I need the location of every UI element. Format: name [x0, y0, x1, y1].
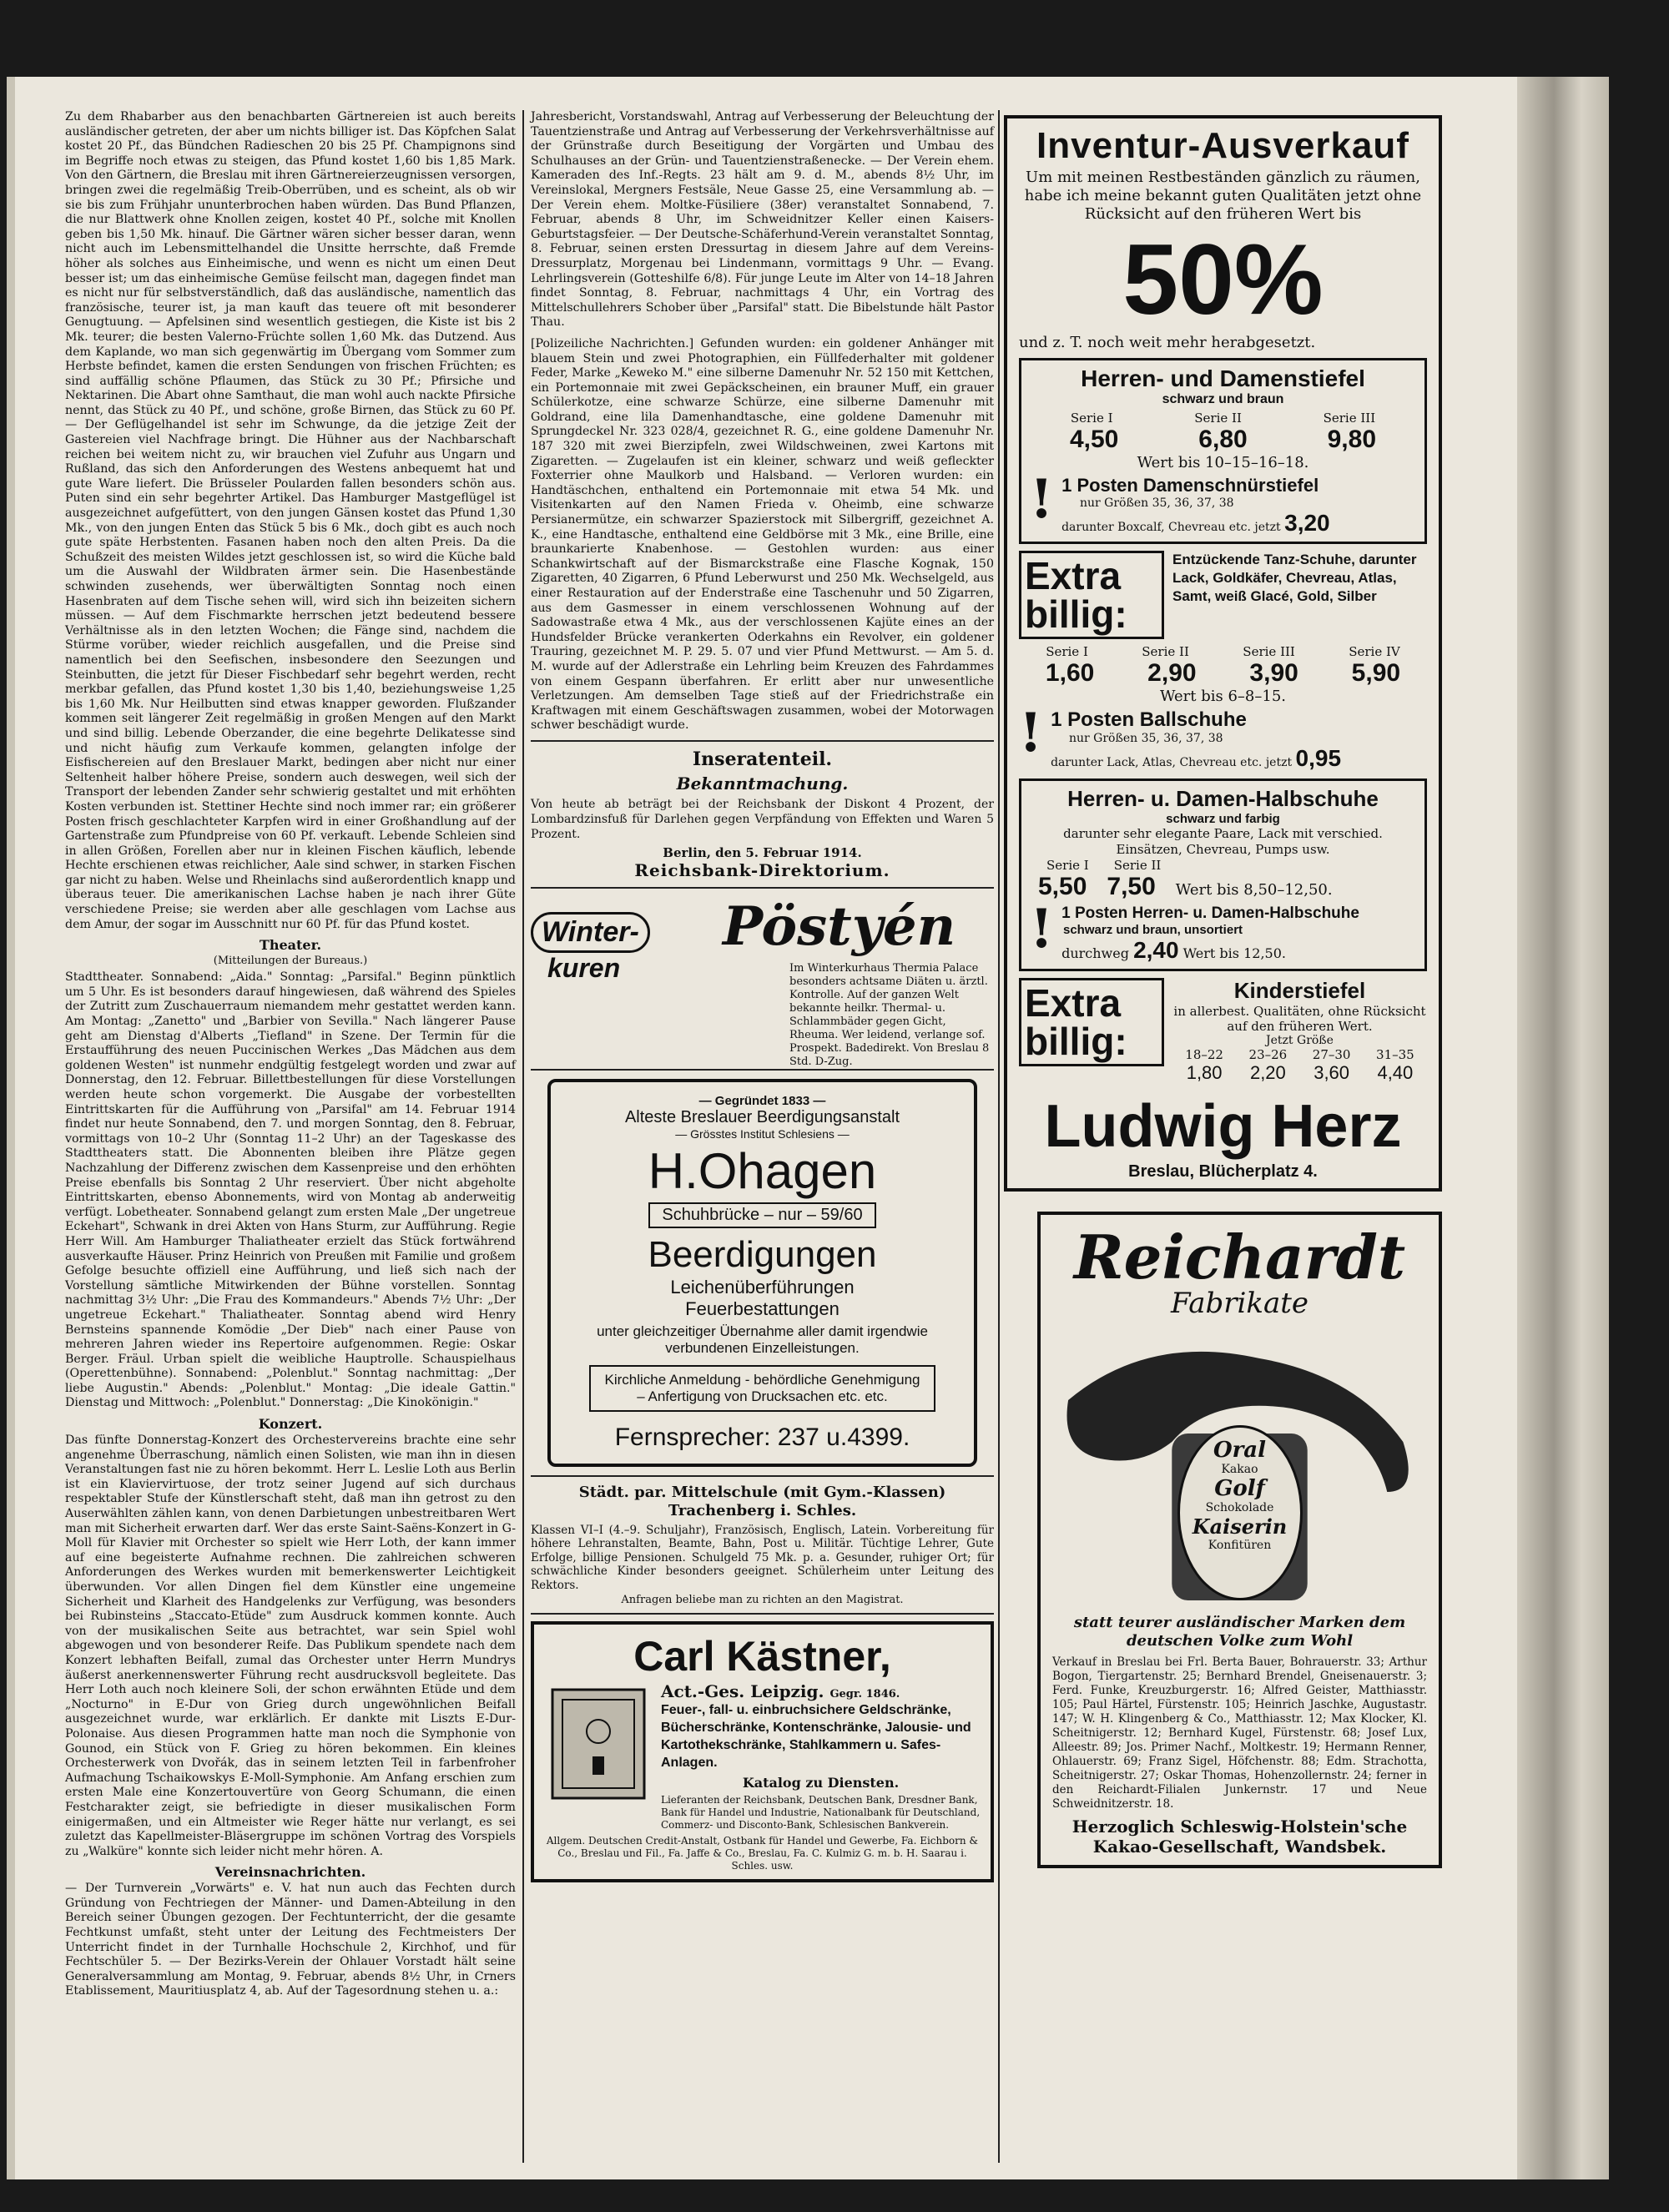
- pistyan-kuren: kuren: [547, 952, 621, 983]
- halfshoes-posten: [1030, 904, 1416, 964]
- dance-series-row: [1019, 644, 1427, 659]
- dance-shoes-text: Entzückende Tanz-Schuhe, darunter Lack, Goldkäfer, Chevreau, Atlas, Samt, weiß Glacé, Gold, Silber: [1172, 552, 1417, 604]
- club-news-heading: Vereinsnachrichten.: [214, 1864, 366, 1881]
- ball-title: 1 Posten Ballschuhe: [1051, 708, 1247, 731]
- kids-size-3: 27–30: [1312, 1047, 1351, 1062]
- pistyan-winter: Winter-: [531, 912, 650, 953]
- ohagen-line-1: Alteste Breslauer Beerdigungsanstalt: [624, 1107, 900, 1126]
- halfshoes-series-2: Serie II: [1113, 858, 1162, 873]
- kids-size-4: 31–35: [1376, 1047, 1414, 1062]
- reichardt-oval: [1177, 1425, 1303, 1600]
- reichardt-sellers: Verkauf in Breslau bei Frl. Berta Bauer, Bohrauerstr. 33; Arthur Bogon, Tiergartenstr. 25; Bernhard Brendel, Gneisenauerstr. 3; Ferd. Funke, Kreuzburgerstr. 16; Alfred Geister, Matthiasstr. 105; Paul Härtel, Fürstenstr. 105; Heinrich Jaschke, Augustastr. 147; W. H. Klingenberg & Co., Matthiasstr. 12; Max Klocker, Kl. Scheitnigerstr. 12; Bernhard Kugel, Fürstenstr. 68; Josef Lux, Alleestr. 89; Jos. Primer Nachf., Moltkestr. 19; Hermann Renner, Ohlauerstr. 69; Franz Sigel, Höfchenstr. 88; Edm. Strachotta, Scheitnigerstr. 27; Oskar Thomas, Hohenzollernstr. 24; ferner in den Reichardt-Filialen Junkernstr. 17 und Neue Schweidnitzerstr. 18.: [1052, 1655, 1427, 1811]
- kids-right: [1164, 978, 1427, 1084]
- dance-price-3: 3,90: [1249, 659, 1298, 687]
- section-rule: [531, 1475, 994, 1477]
- school-note: Anfragen beliebe man zu richten an den Magistrat.: [621, 1594, 904, 1607]
- dance-worth: Wert bis 6–8–15.: [1159, 688, 1286, 705]
- dance-price-4: 5,90: [1351, 659, 1401, 687]
- section-rule: [531, 887, 994, 889]
- kastner-name: Carl Kästner,: [633, 1633, 891, 1680]
- boots-title: Herren- und Damenstiefel: [1081, 365, 1365, 391]
- halfshoes-price-2: 7,50: [1107, 873, 1156, 900]
- ohagen-address: Schuhbrücke – nur – 59/60: [648, 1202, 875, 1228]
- kastner-body: [544, 1681, 981, 1832]
- boots-posten-sub: nur Größen 35, 36, 37, 38: [1080, 496, 1234, 510]
- club-news-text: — Der Turnverein „Vorwärts" e. V. hat nun auch das Fechten durch Gründung von Fechtriegen der Männer- und Damen-Abteilung in den Bereich seiner Übungen gezogen. Der Fechtunterricht, der die gesamte Fechtkunst umfaßt, steht unter der Leitung des Fechtmeisters Der Unterricht findet in der Turnhalle Hochschule 2, Kirchhof, und für Fechtschüler 5. — Der Bezirks-Verein der Ohlauer Vorstadt hält seine Generalversammlung am Montag, 9. Februar, abends 8½ Uhr, in Crners Etablissement, Mauritiusplatz 4, ab. Auf der Tagesordnung stehen u. a.:: [65, 1882, 516, 1998]
- halfshoes-box: [1019, 778, 1427, 971]
- kids-price-3: 3,60: [1314, 1062, 1350, 1083]
- boots-price-2: 6,80: [1198, 426, 1248, 453]
- exclamation-icon: !: [1030, 904, 1054, 960]
- halfshoes-worth: Wert bis 8,50–12,50.: [1175, 881, 1333, 899]
- ohagen-phone: Fernsprecher: 237 u.4399.: [614, 1423, 910, 1451]
- ohagen-line-4: Feuerbestattungen: [685, 1297, 840, 1319]
- herz-ad: [1004, 115, 1442, 1192]
- market-report: Zu dem Rhabarber aus den benachbarten Gärtnereien ist auch bereits ausländischer getreten, der aber um nichts billiger ist. Das Köpfchen Salat kostet 20 Pf., das Bündchen Radieschen 20 bis 25 Pf. Champignons sind im Begriffe noch etwas zu steigen, das Pfund kostet 1,60 bis 1,85 Mark. Von den Gärtnern, die Breslau mit ihren Gärtnereierzeugnissen versorgen, bringen zwei die regelmäßig Treib-Oberrüben, und es scheint, als ob wir sie bis zum Frühjahr ununterbrochen haben würden. Das Bund Pflanzen, die nur Blattwerk ohne Knollen zeigen, kostet 40 Pf., solche mit Knollen geben bis 1,50 Mk. hinauf. Die Gärtner wären sicher besser daran, wenn nicht auch im Lebensmittelhandel die Unsitte herrschte, daß Fremde höher als solches aus Einheimische, und wenn es nicht um einen Deut besser ist; um das einheimische Gemüse feilscht man, dagegen findet man es nicht nur für selbstverständlich, daß das ausländische, namentlich das französische, teurer ist, ja man kauft das teuere oft mit besonderer Genugtuung. — Apfelsinen sind wesentlich gestiegen, die Kiste ist bis 2 Mk. teurer; die besten Valerno-Früchte sollen 1,60 Mk. das Dutzend. Aus dem Kaplande, wo man sich gegenwärtig im Übergang vom Sommer zum Herbste befindet, kamen die ersten Sendungen von frischen Früchten; es sind auffällig schöne Pflaumen, das Stück zu 30 Pf.; Pfirsiche und Nektarinen. Die Abart ohne Samthaut, die man wohl auch nackte Pfirsiche nennt, das Stück zu 40 Pf., und schöne, große Birnen, das Stück zu 60 Pf. — Der Geflügelhandel ist sehr im Schwunge, da die jetzige Zeit der Gastereien viel Nachfrage bringt. Die Hühner aus der Nachbarschaft reichen bei weitem nicht zu, wir brauchen viel Zufuhr aus Ungarn und Rußland, das sich den Anforderungen des Westens anbequemt hat und gute Ware liefert. Die Brüsseler Poularden fallen besonders schön aus. Puten sind ein sehr begehrter Artikel. Das Hamburger Mastgeflügel ist ausgezeichnet aufgefüttert, von den jungen Gänsen kostet das Pfund 1,30 Mk., von den jungen Enten das Stück 5 bis 6 Mk., doch gibt es auch noch gute späte Herbstenten. Fasanen haben noch den alten Preis. Da die Schußzeit des meisten Wildes jetzt geschlossen ist, so wird die Küche bald um die Auswahl der Wildbraten ärmer sein. Die Hasenbestände schwinden zusehends, wer überwältigten Sonntag noch einen Hasenbraten auf dem Tische sehen will, wird sich ihn beizeiten sichern müssen. — Auf dem Fischmarkte herrschen jetzt bedeutend bessere Verhältnisse als in den letzten Wochen; die Fänge sind, nachdem die Stürme vorüber, wieder reichlich ausgefallen, und die Preise sind namentlich bei den Seefischen, insbesondere den Seezungen und Steinbutten, die jetzt für Dieser Fischbedarf sehr begehrt werden, recht merkbar gefallen, das Pfund kostet 1,30 bis 1,40, beziehungsweise 1,25 bis 1,60 Mk. Nur Heilbutten sind etwas knapper geworden. Flußzander kommen seit längerer Zeit regelmäßig in großen Mengen auf den Markt und sind billig. Lebende Oberzander, die eine begehrte Delikatesse sind und nicht häufig zum Verkaufe kommen, gelangten infolge der Eisfischereien auf den Breslauer Markt, bedingen aber nicht nur einer Seltenheit halber höhere Preise, sondern auch deswegen, weil sich der Transport der lebenden Zander sehr schwierig gestaltet und mit erhöhten Kosten verbunden ist. Stettiner Hechte sind noch immer rar; ein größerer Posten frisch geschlachteter Karpfen wird in einer Großhandlung auf der Gartenstraße zum Pfundpreise von 60 Pf. verkauft. Lebende Schleien sind in allen Größen, Forellen aber nur in kleinen Fischen käuflich, lebende Hechte erschienen etwas reichlicher, Aale sind schwer, in starken Fischen gar nicht zu haben. Welse und Rheinlachs sind außerordentlich knapp und überaus teuer. Die amerikanischen Lachse haben je nach ihrer Güte verschiedene Preise; sie werden aber alle geschlagen vom Lachse aus dem Amur, der sogar im Ausschnitt nur 60 Pf. für das Pfund kostet.: [65, 110, 516, 931]
- kids-title: Kinderstiefel: [1233, 978, 1366, 1003]
- boots-posten-sub2: darunter Boxcalf, Chevreau etc. jetzt: [1061, 521, 1281, 534]
- halfshoes-posten-title: 1 Posten Herren- u. Damen-Halbschuhe: [1061, 904, 1359, 922]
- ohagen-name: H.Ohagen: [648, 1142, 877, 1199]
- column-rule-1: [522, 110, 524, 2163]
- reichardt-slogan: statt teurer ausländischer Marken dem deutschen Volke zum Wohl: [1073, 1614, 1406, 1650]
- ohagen-line-5: unter gleichzeitiger Übernahme aller damit irgendwie verbundenen Einzelleistungen.: [597, 1323, 928, 1356]
- police-news: [Polizeiliche Nachrichten.] Gefunden wurden: ein goldener Anhänger mit blauem Stein und zwei Photographien, ein Füllfederhalter mit goldener Feder, Marke „Keweko M." eine silberne Damenuhr Nr. 52 150 mit Kettchen, ein Portemonnaie mit zwei Gepäckscheinen, ein brauner Muff, ein grauer Schülerkotze, eine schwarze Schürze, eine silberne Damenuhr mit Goldrand, eine lila Damenhandtasche, eine goldene Damenuhr mit Sprungdeckel Nr. 323 028/4, gezeichnet R. G., eine goldene Damenuhr Nr. 187 320 mit zwei Bierzipfeln, zwei Wildschweinen, zwei Kartons mit Zigaretten. — Zugelaufen ist ein kleiner, schwarz und weiß gefleckter Foxterrier ohne Maulkorb und Halsband. — Verloren wurden: ein Handtäschchen, enthaltend ein Portemonnaie mit etwa 54 Mk. und Visitenkarten auf den Namen Frieda v. Oheimb, eine schwarze Persianermütze, ein schwarzer Spazierstock mit Silbergriff, gezeichnet A. K., eine Handtasche, enthaltend eine Geldbörse mit 3 Mk., eine Brille, eine braunkarierte Knabenhose. — Gestohlen wurden: aus einer Schankwirtschaft auf der Bismarckstraße eine Flasche Kognak, 150 Zigaretten, 40 Zigarren, 6 Pfund Leberwurst und 250 Mk. Wechselgeld, aus einer Restauration auf der Enderstraße eine Taschenuhr und 50 Zigarren, aus dem Gasmesser in einem verschlossenen Wohnung auf der Sadowastraße etwa 4 Mk., aus der verschlossenen Kajüte eines an der Hundsfelder Brücke verankerten Oderkahns ein Revolver, ein goldener Trauring, gezeichnet M. P. 29. 5. 07 und vier Pfund Mettwurst. — Am 5. d. M. wurde auf der Adlerstraße ein Lehrling beim Kreuzen des Fahrdammes von einem Gespann überfahren. Er erlitt aber nur unwesentliche Verletzungen. Am demselben Tage stieß auf der Friedrichstraße ein Kraftwagen mit einem Geschäftswagen zusammen, wobei der Motorwagen schwer beschädigt wurde.: [531, 336, 994, 733]
- kids-size-2: 23–26: [1248, 1047, 1288, 1062]
- dance-series-1: Serie I: [1046, 644, 1088, 659]
- extra-label-1: Extra billig:: [1019, 551, 1164, 639]
- oval-line-2: Kakao: [1221, 1463, 1258, 1476]
- kids-boots: [1019, 978, 1427, 1084]
- pistyan-name: Pöstyén: [723, 894, 956, 958]
- book-binding: [1517, 77, 1609, 2179]
- boots-series-row: [1030, 411, 1416, 426]
- kastner-year: Gegr. 1846.: [829, 1688, 900, 1701]
- dance-shoes: [1019, 551, 1427, 639]
- theater-subheading: (Mitteilungen der Bureaus.): [213, 955, 368, 968]
- reichardt-illustration: [1052, 1325, 1427, 1609]
- kastner-catalog: Katalog zu Diensten.: [742, 1775, 900, 1791]
- ohagen-line-3: Leichenüberführungen: [670, 1276, 855, 1297]
- inventory-text: Um mit meinen Restbeständen gänzlich zu räumen, habe ich meine bekannt guten Qualitäten jetzt ohne Rücksicht auf den früheren Wert bis: [1024, 169, 1422, 223]
- halfshoes-price-1: 5,50: [1038, 873, 1087, 900]
- pistyan-ad: [531, 894, 994, 1068]
- boots-prices-row: [1030, 426, 1416, 454]
- newspaper-page: [7, 77, 1609, 2179]
- boots-posten-price: 3,20: [1284, 510, 1330, 536]
- halfshoes-series-row: [1046, 858, 1416, 873]
- announcement-heading: Bekanntmachung.: [676, 773, 849, 794]
- dance-price-2: 2,90: [1147, 659, 1197, 687]
- ball-posten: [1019, 708, 1427, 772]
- kastner-sub: Act.-Ges. Leipzig.: [661, 1681, 824, 1702]
- boots-series-1: Serie I: [1070, 411, 1113, 426]
- halfshoes-prices-row: [1038, 873, 1416, 901]
- herz-address: Breslau, Blücherplatz 4.: [1128, 1162, 1318, 1181]
- pistyan-label-block: [531, 895, 723, 984]
- dance-prices-row: [1019, 659, 1427, 688]
- boots-box: [1019, 358, 1427, 544]
- reichardt-ad: [1037, 1212, 1442, 1868]
- kids-price-1: 1,80: [1186, 1062, 1223, 1083]
- exclamation-icon: !: [1019, 708, 1043, 764]
- reichardt-brand: Reichardt: [1073, 1222, 1406, 1292]
- kids-size-1: 18–22: [1185, 1047, 1223, 1062]
- kids-now: Jetzt Größe: [1266, 1034, 1334, 1047]
- ohagen-line-2: — Grösstes Institut Schlesiens —: [675, 1126, 850, 1141]
- ball-sub: nur Größen 35, 36, 37, 38: [1069, 732, 1223, 745]
- kids-prices-row: [1172, 1062, 1427, 1084]
- page-edge: [7, 77, 15, 2179]
- boots-posten: [1030, 475, 1416, 537]
- halfshoes-posten-sub: schwarz und braun, unsortiert: [1063, 923, 1243, 937]
- theater-heading: Theater.: [259, 937, 322, 954]
- oval-line-3: Golf: [1214, 1476, 1265, 1501]
- boots-price-3: 9,80: [1327, 426, 1377, 453]
- halfshoes-title: Herren- u. Damen-Halbschuhe: [1067, 786, 1379, 811]
- boots-worth: Wert bis 10–15–16–18.: [1137, 454, 1309, 471]
- ball-sub2: darunter Lack, Atlas, Chevreau etc. jetzt: [1051, 756, 1293, 769]
- school-text: Klassen VI–I (4.–9. Schuljahr), Französisch, Englisch, Latein. Vorbereitung für höhere Lehranstalten, Beamte, Bahn, Post u. Militär. Tüchtige Lehrer, Gute Erfolge, billige Pensionen. Schulgeld 75 Mk. p. a. Gesunder, ruhiger Ort; für schwächliche Kinder besonders geeignet. Schülerheim unter Leitung des Rektors.: [531, 1523, 994, 1592]
- ohagen-box: Kirchliche Anmeldung - behördliche Genehmigung – Anfertigung von Drucksachen etc. etc.: [589, 1365, 935, 1412]
- herz-name: Ludwig Herz: [1044, 1093, 1402, 1160]
- boots-sub: schwarz und braun: [1162, 392, 1284, 406]
- ohagen-ad: [547, 1079, 977, 1467]
- oval-line-5: Kaiserin: [1192, 1514, 1288, 1539]
- concert-text: Das fünfte Donnerstag-Konzert des Orchestervereins brachte eine sehr angenehme Überraschung, nämlich einen Solisten, wie man ihn in diesen Veranstaltungen fast nie zu hören bekommt. Herr L. Leslie Loth aus Berlin ist ein Klaviervirtuose, der trotz seiner Jugend auf sich durchaus respektabler Stufe der Künstlerschaft steht, daß man ihn getrost zu den Auserwählten zählen kann, von denen Darbietungen unbestreitbaren Wert man mit Sicherheit erwarten darf. Wer das erste Saint-Saëns-Konzert in G-Moll für Klavier mit Orchester so spielt wie Herr Loth, der kann immer auf eine begeisterte Aufnahme rechnen. Die zahlreichen schweren Anforderungen des Werkes wurden mit bemerkenswerter Leichtigkeit überwunden. Vor allen Dingen fiel dem Künstler eine ungemeine Sicherheit und Klarheit des Handgelenks zur Verfügung, was besonders bei Rubinsteins „Staccato-Etüde" zum Ausdruck kommen konnte. Auch von der musikalischen Seite aus betrachtet, war sein Spiel wohl abgewogen und von besonderer Reife. Das Publikum spendete nach dem Konzert lebhaften Beifall, zumal das Orchester unter Herrn Mundrys äußerst anerkennenswerter Führung recht ausdrucksvoll begleitete. Das Herr Loth auch noch kleinere Soli, der schon erwähnten Etüde und dem „Nocturno" in E-Dur von Grieg durch ungewöhnlichen Beifall ausgezeichnet wurde, war erklärlich. Er dankte mit Liszts E-Dur-Polonaise. Aus diesen Programmen hatte man noch die Symphonie von Gounod, ein Stück von F. Grieg zu hören bekommen. Ein kleines Orchesterwerk von Dvořák, das in seinem letzten Teil in farbenfroher Aufmachung Tschaikowskys E-Moll-Symphonie. Am Anfang erschien zum ersten Male eine Konzertouvertüre von Georg Schumann, die einen Festcharakter zeigt, sie befriedigte in dieser musikalischen Form einigermaßen, und ein Altmeister wie Reger hätte nur verlangt, es sei zuletzt das Kapellmeister-Bläsergruppe im schönen Vortrag des Vorspiels zu „Walküre" konnte sich leider nicht mehr hören. A.: [65, 1434, 516, 1858]
- column-3: [1004, 110, 1442, 1873]
- exclamation-icon: !: [1030, 475, 1054, 531]
- concert-heading: Konzert.: [258, 1416, 323, 1433]
- school-heading: Städt. par. Mittelschule (mit Gym.-Klassen) Trachenberg i. Schles.: [578, 1483, 946, 1519]
- halfshoes-text: darunter sehr elegante Paare, Lack mit verschied. Einsätzen, Chevreau, Pumps usw.: [1063, 826, 1383, 857]
- halfshoes-posten-worth: Wert bis 12,50.: [1182, 945, 1286, 961]
- boots-price-1: 4,50: [1069, 426, 1119, 453]
- ohagen-founded: — Gegründet 1833 —: [698, 1093, 826, 1108]
- section-rule: [531, 1069, 994, 1071]
- kids-price-2: 2,20: [1249, 1062, 1286, 1083]
- reichardt-footer: Herzoglich Schleswig-Holstein'sche Kakao-Gesellschaft, Wandsbek.: [1071, 1816, 1408, 1857]
- kastner-agents: Allgem. Deutschen Credit-Anstalt, Ostbank für Handel und Gewerbe, Fa. Eichborn & Co., Breslau und Fil., Fa. Jaffe & Co., Breslau, Fa. C. Kulmiz G. m. b. H. Saarau i. Schles. usw.: [546, 1835, 979, 1872]
- club-news-continued: Jahresbericht, Vorstandswahl, Antrag auf Verbesserung der Beleuchtung der Tauentzienstraße und Antrag auf Verbesserung der Verkehrsverhältnisse auf der Grünstraße durch Beseitigung der Vorgärten und Umbau des Schulhauses an der Grün- und Tauentzienstraßenecke. — Der Verein ehem. Kameraden des Inf.-Regts. 23 hält am 9. d. M., abends 8½ Uhr, im Vereinslokal, Mergners Festsäle, Neue Gasse 25, eine Versammlung ab. — Der Verein ehem. Moltke-Füsiliere (38er) veranstaltet Sonnabend, 7. Februar, abends 8 Uhr, im Schweidnitzer Keller einen Kaisers-Geburtstagsfeier. — Der Deutsche-Schäferhund-Verein veranstaltet Sonntag, 8. Februar, seinen ersten Dressurtag in diesem Jahre auf dem Vereins-Dressurplatz, Morgenau bei Lindenmann, vormittags 9 Uhr. — Evang. Lehrlingsverein (Gotteshilfe 6/8). Für junge Leute im Alter von 14–18 Jahren findet Sonntag, 8. Februar, nachmittags 4 Uhr, ein Vortrag des Mittelschullehrers Schober über „Parsifal" statt. Die Bibelstunde hält Pastor Thau.: [531, 110, 994, 330]
- dance-series-3: Serie III: [1243, 644, 1295, 659]
- inventory-percent: 50%: [1122, 224, 1324, 335]
- kastner-text: Feuer-, fall- u. einbruchsichere Geldschränke, Bücherschränke, Kontenschränke, Jalousie- und Kartothekschränke, Stahlkammern u. Safes-Anlagen.: [661, 1703, 971, 1771]
- dance-price-1: 1,60: [1045, 659, 1095, 687]
- pistyan-right: [723, 895, 994, 1069]
- column-1: [65, 110, 516, 1999]
- extra-label-2: Extra billig:: [1019, 978, 1164, 1066]
- halfshoes-posten-price: 2,40: [1133, 937, 1179, 963]
- kids-sizes-row: [1172, 1047, 1427, 1062]
- kastner-ad: [531, 1621, 994, 1882]
- ohagen-title: Beerdigungen: [648, 1233, 877, 1275]
- oval-line-1: Oral: [1213, 1438, 1267, 1463]
- safe-illustration: [544, 1681, 653, 1806]
- ads-section-heading: Inseratenteil.: [692, 748, 833, 770]
- kastner-references: Lieferanten der Reichsbank, Deutschen Bank, Dresdner Bank, Bank für Handel und Industrie, Nationalbank für Deutschland, Commerz- und Disconto-Bank, Schlesischen Bankverein.: [661, 1794, 981, 1832]
- halfshoes-series-1: Serie I: [1046, 858, 1089, 873]
- column-2: [531, 110, 994, 1887]
- school-ad: [531, 1484, 994, 1607]
- inventory-after: und z. T. noch weit mehr herabgesetzt.: [1019, 334, 1316, 351]
- section-rule: [531, 1613, 994, 1615]
- kids-price-4: 4,40: [1377, 1062, 1414, 1083]
- oval-line-6: Konfitüren: [1208, 1539, 1272, 1552]
- announcement-text: Von heute ab beträgt bei der Reichsbank der Diskont 4 Prozent, der Lombardzinsfuß für Darlehen gegen Verpfändung von Effekten und Waren 5 Prozent.: [531, 797, 994, 841]
- halfshoes-sub: schwarz und farbig: [1166, 812, 1280, 826]
- kastner-text-block: [653, 1681, 981, 1832]
- announcement-signature: Reichsbank-Direktorium.: [634, 859, 890, 880]
- halfshoes-posten-pre: durchweg: [1061, 945, 1129, 961]
- kids-text: in allerbest. Qualitäten, ohne Rücksicht auf den früheren Wert.: [1173, 1004, 1426, 1034]
- boots-series-2: Serie II: [1194, 411, 1242, 426]
- section-rule: [531, 740, 994, 742]
- theater-text: Stadttheater. Sonnabend: „Aida." Sonntag: „Parsifal." Beginn pünktlich um 5 Uhr. Es ist besonders darauf hingewiesen, daß während des Spieles der Zutritt zum Zuschauerraum niemandem mehr gestattet werden kann. Am Montag: „Zanetto" und „Barbier von Sevilla." Nach längerer Pause geht am Dienstag d'Alberts „Tiefland" in Szene. Der Termin für die Erstaufführung des neuen Puccinischen Werkes „Das Mädchen aus dem goldenen Westen" ist nunmehr endgültig festgelegt worden und zwar auf Donnerstag, den 12. Februar. Billettbestellungen für diese Vorstellungen werden heute schon vorgemerkt. Die Ausgabe der vorbestellten Eintrittskarten für die Aufführung von „Parsifal" am 14. Februar 1914 findet nur heute Sonnabend, den 7. und morgen Sonntag, den 8. Februar, vormittags von 10–2 Uhr (Sonntag 11–2 Uhr) an der Tageskasse des Stadttheaters statt. Die Abonnenten bleiben ihre Plätze gegen Nachzahlung der Differenz zwischen dem Kassenpreise und den erhöhten Preise ebenfalls bis Sonntag 2 Uhr reserviert. Über nicht abgeholte Eintrittskarten, ebenso Abonnements, wird von Montag ab anderweitig verfügt. Lobetheater. Sonnabend gelangt zum ersten Male „Der ungetreue Eckehart", Schwank in drei Akten von Hans Sturm, zur Aufführung. Regie Herr Will. Am Hamburger Thaliatheater erzielt das Stück fortwährend ausverkaufte Häuser. Prinz Heinrich von Preußen mit Familie und großem Gefolge besuchte offiziell eine Aufführung, und ließ sich nach der Vorstellung sämtliche Mitwirkenden der Bühne vorstellen. Sonntag nachmittag 3½ Uhr: „Die Frau des Kommandeurs." Abends 7½ Uhr: „Der ungetreue Eckehart." Thaliatheater. Sonntag abend wird Henry Bernsteins spannende Komödie „Der Dieb" nach einer Pause von mehreren Jahren wieder ins Repertoire aufgenommen. Regie: Oskar Berger. Fräul. Urban spielt die weibliche Hauptrolle. Schauspielhaus (Operettenbühne). Sonnabend: „Polenblut." Sonntag nachmittag: „Der liebe Augustin." Abends: „Polenblut." Montag: „Die ideale Gattin." Dienstag und Mittwoch: „Polenblut." Donnerstag: „Die Kinokönigin.": [65, 970, 516, 1410]
- oval-line-4: Schokolade: [1205, 1501, 1274, 1514]
- ball-price: 0,95: [1295, 745, 1342, 771]
- pistyan-text: Im Winterkurhaus Thermia Palace besonders achtsame Diäten u. ärztl. Kontrolle. Auf der ganzen Welt bekannte heilkr. Thermal- u. Schlammbäder gegen Gicht, Rheuma. Wer leidend, verlange sof. Prospekt. Badedirekt. Von Breslau 8 Std. D-Zug.: [789, 961, 990, 1068]
- announcement-date: Berlin, den 5. Februar 1914.: [663, 844, 862, 860]
- boots-series-3: Serie III: [1323, 411, 1376, 426]
- reichardt-sub: Fabrikate: [1170, 1287, 1309, 1320]
- dance-series-4: Serie IV: [1349, 644, 1400, 659]
- column-rule-2: [998, 110, 1000, 2163]
- boots-posten-title: 1 Posten Damenschnürstiefel: [1061, 475, 1319, 496]
- dance-series-2: Serie II: [1142, 644, 1189, 659]
- inventory-title: Inventur-Ausverkauf: [1036, 125, 1409, 166]
